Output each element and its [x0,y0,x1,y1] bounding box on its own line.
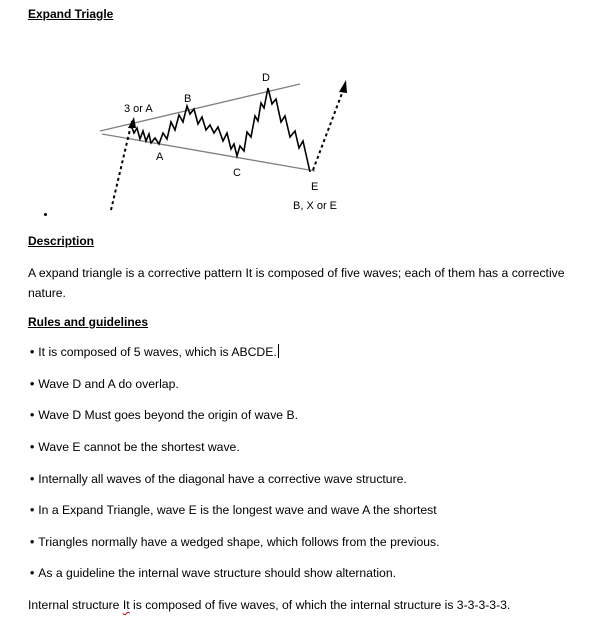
bullet-text: Wave D and A do overlap. [38,377,179,391]
bullet-item [30,344,279,360]
spellcheck-flagged-word[interactable]: It [122,598,130,612]
description-text-line-1: A expand triangle is a corrective pattern It is composed of five waves; each of them has a corrective [28,266,565,280]
label-b-x-or-e: B, X or E [293,200,338,212]
bullet-item [30,565,396,581]
bullet-dot: • [30,472,35,486]
bullet-dot: • [30,535,35,549]
bullet-dot: • [30,566,35,580]
bullet-dot: • [30,377,35,391]
bullet-text: It is composed of 5 waves, which is ABCDE. [38,345,277,359]
label-b: B [184,93,192,105]
label-3-or-a: 3 or A [124,103,153,115]
outgoing-dashed-trend [313,88,344,170]
lower-trendline [102,134,315,171]
bullet-item [30,471,407,487]
label-e: E [311,181,319,193]
label-d: D [262,72,270,84]
internal-structure-prefix: Internal structure [28,598,123,612]
bullet-dot: • [30,408,35,422]
rules-heading: Rules and guidelines [28,315,149,329]
bullet-dot: • [30,345,35,359]
internal-structure-suffix: is composed of five waves, of which the internal structure is 3-3-3-3-3. [129,598,511,612]
bullet-text: In a Expand Triangle, wave E is the longest wave and wave A the shortest [38,503,437,517]
bullet-text: Internally all waves of the diagonal have a corrective wave structure. [38,472,407,486]
label-a: A [156,151,164,163]
description-heading: Description [28,234,95,248]
expanding-triangle-diagram [0,0,616,232]
bullet-item [30,407,298,423]
document-title: Expand Triagle [28,7,114,21]
bullet-text: As a guideline the internal wave structure should show alternation. [38,566,396,580]
outgoing-arrowhead [339,80,347,93]
bullet-item [30,376,179,392]
internal-structure-paragraph [28,597,510,613]
bullet-dot: • [30,440,35,454]
bullet-text: Wave D Must goes beyond the origin of wave B. [38,408,298,422]
bullet-item [30,502,437,518]
bullet-item [30,439,240,455]
description-text-line-2: nature. [28,286,66,300]
bullet-item [30,534,440,550]
bullet-text: Wave E cannot be the shortest wave. [38,440,240,454]
bullet-dot: • [30,503,35,517]
text-cursor [278,344,279,358]
incoming-dashed-trend [111,121,132,210]
label-c: C [233,167,241,179]
stray-dot [44,213,47,216]
bullet-text: Triangles normally have a wedged shape, which follows from the previous. [38,535,440,549]
